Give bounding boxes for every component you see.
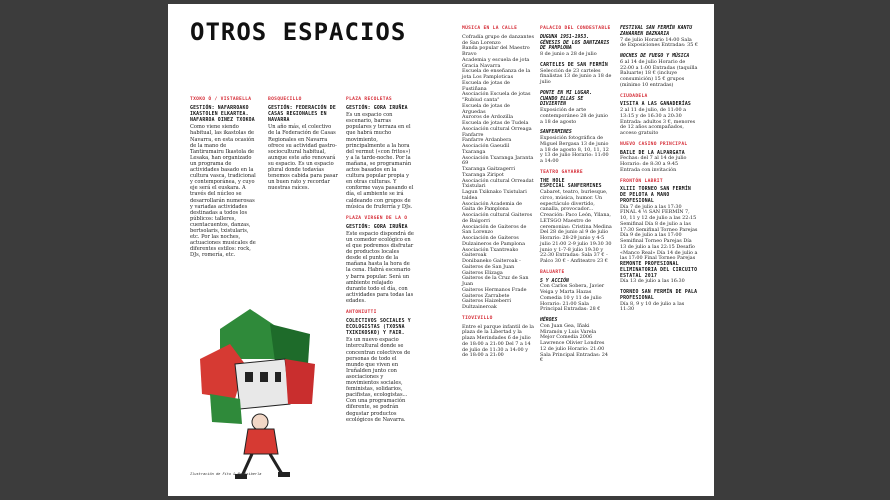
list-item: Cofradía grupo de danzantes de San Lorenzo xyxy=(462,33,534,46)
list-item: Txaranga Gaitzagerri xyxy=(462,166,516,172)
list-item: Gaiteros Elizaga xyxy=(462,269,503,276)
event-text: Fechas: del 7 al 14 de julio Horario: de 8:30 a 9:45 Entrada con invitación xyxy=(620,155,687,173)
section-text: Es un espacio con escenario, barras populares y terraza en el que habrá mucho movimiento, principalmente a la hora del vermut («con fritos») y a la tarde-noche. Por la mañana, se programarán actos basados en la cultura popular propia y en otras culturas. Y conforme vaya pasando el día, el ambiente se irá caldeando con grupos de música de fruferría y DJs. xyxy=(346,112,414,210)
event-text: Exposición de arte contemporáneo 28 de junio a 18 de agosto xyxy=(540,107,608,125)
section-heading: COLECTIVOS SOCIALES Y ECOLOGISTAS (TXOSNA TXIKIKOSKO) Y FAIR. xyxy=(346,319,411,337)
list-item: Asociación Txaranga Jaranta 69 xyxy=(462,154,534,167)
event-text: 7 de julio Horario 14:00 Sala de Exposiciones Entradas: 35 € xyxy=(620,36,698,49)
section-label: BALUARTE xyxy=(540,269,565,275)
section-label: TXOKO Ó / VISTABELLA xyxy=(190,97,252,102)
event-text: 8 de junio a 28 de julio xyxy=(540,51,597,57)
section-label: ANTONIUTTI xyxy=(346,310,377,315)
list-item: Academia y escuela de jota Gracia Navarra xyxy=(462,56,530,69)
list-item: Banda popular del Maestro Bravo xyxy=(462,45,530,57)
column-condestable xyxy=(540,26,612,364)
event-title: CARTELES DE SAN FERMÍN xyxy=(540,62,608,68)
magazine-page xyxy=(168,4,714,496)
column-plazas xyxy=(346,97,414,429)
illustration-credit: Ilustración de Fito & Montxiberla xyxy=(190,472,262,476)
section-label: CIUDADELA xyxy=(620,93,648,99)
list-item: Asociación Escuela de jotas "Rubiud canta" xyxy=(462,91,531,103)
event-text: Con Carlos Sobera, Javier Veiga y Marta Hazas Comedia 10 y 11 de julio Horario: 21:00 Sala Principal Entradas: 28 € xyxy=(540,283,605,313)
event-title: TORNEO SAN FERMÍN DE PALA PROFESIONAL xyxy=(620,290,698,301)
section-label: TIOVIVILLO xyxy=(462,315,493,321)
event-title: BAILE DE LA ALPARGATA xyxy=(620,150,685,156)
list-item: Fanfarre Ardanbera xyxy=(462,137,512,144)
section-label: BOSQUECILLO xyxy=(268,97,302,102)
event-title: REMONTE PROFESIONAL ELIMINATORIA DEL CIRCUITO ESTATAL 2017 xyxy=(620,262,698,279)
event-text: Día 13 de julio a las 16:30 xyxy=(620,278,685,285)
list-item: Gaiteros Hermanos Frade xyxy=(462,286,527,293)
illustration-figure-carrying-houses xyxy=(190,304,330,484)
section-label: MÚSICA EN LA CALLE xyxy=(462,26,518,31)
event-text: 2 al 11 de julio, de 11:00 a 13:15 y de 16:30 a 20:30 Entrada: adultos 3 €, menores de 12 años acompañados, acceso gratuito xyxy=(620,107,696,136)
event-text: Exposición fotográfica de Miguel Bergasa 13 de junio a 18 de agosto 8, 10, 11, 12 y 13 de julio Horario: 11:00 a 14:00 xyxy=(540,135,609,164)
section-label: FRONTÓN LABRIT xyxy=(620,178,663,184)
list-item: Asociación cultural Orreadat Txistulari xyxy=(462,177,534,190)
list-item: Donibaneko Gaiteroak - Gaiteros de San Juan xyxy=(462,258,521,270)
event-title: PONTE EN MI LUGAR. CUANDO ELLAS SE DIVIERTEN xyxy=(540,90,592,108)
event-title: VISITA A LAS GANADERÍAS xyxy=(620,102,692,108)
section-heading: GESTIÓN: FEDERACIÓN DE CASAS REGIONALES EN NAVARRA xyxy=(268,106,336,124)
event-title: NOCHES DE FUEGO Y MÚSICA xyxy=(620,54,690,59)
list-item: Asociación de Gaiteros de San Lorenzo xyxy=(462,223,527,236)
section-text: Es un nuevo espacio intercultural donde se concentran colectivos de personas de todo el mundo que viven en Iruñalden junto con asociaciones y movimientos sociales, feministas, solidarios, pacifistas, ecologistas... Con una programación diferente, se podrán degustar productos ecológicos de Navarra. xyxy=(346,337,411,423)
event-title: 5 Y ACCIÓN xyxy=(540,278,569,284)
event-text: Día 8, 9 y 10 de julio a las 11:30 xyxy=(620,300,685,313)
section-text: Un año más, el colectivo de la Federación de Casas Regionales en Navarra ofrece su actividad gastro-sociocultural habitual, aunque este año renovará su espacio. Es un espacio plural donde todavías tenemos cabida para pasar un buen rato y recordar nuestras raíces. xyxy=(268,124,338,192)
event-title: FESTIVAL SAN FERMÍN KANTU ZAHARREN BAZKARIA xyxy=(620,26,693,37)
section-text: Entre el parque infantil de la plaza de la Libertad y la plaza Merindades 6 de julio de 18:00 a 21:00 Del 7 a 14 de julio de 11:30 a 14:00 y de 18:00 a 21:00 xyxy=(462,323,534,359)
column-baluarte xyxy=(620,26,698,313)
event-title: HÉROES xyxy=(540,318,558,323)
event-text: Con Juan Gea, Iñaki Miramón y Luis Varela Mejor Comedia 2006 Lawrence Olivier Londres 12 de julio Horario: 21:00 Sala Principal Entradas: 24 € xyxy=(540,322,609,364)
section-text: Como viene siendo habitual, las ikastolas de Navarra, en esta ocasión de la mano de Tantirumairu Ikastola de Lesaka, han organizado un programa de actividades basado en la cultura vasca, tradicional y contemporánea, y cuyo eje será el euskara. A través del núcleo se desarrollarán numerosas y variadas actividades destinadas a todos los públicos: talleres, cuentacuentos, danzas, bertsolaris, txistularis, etc. Por las noches, actuaciones musicales de diferentes estilos: rock, DJs, romería, etc. xyxy=(190,124,256,259)
section-label: PLAZA RECOLETAS xyxy=(346,97,392,102)
column-bosquecillo xyxy=(268,97,338,191)
event-title: XLIII TORNEO SAN FERMÍN DE PELOTA A MANO PROFESIONAL xyxy=(620,187,692,204)
list-item: Gaiteros Haizeberri xyxy=(462,298,512,305)
section-text: Este espacio dispondrá de un comedor ecológico en el que podremos disfrutar de productos locales desde el punto de la mañana hasta la hora de la cena. Habrá escenario y barra popular. Será un ambiente relajado durante todo el día, con actividades para todas las edades. xyxy=(346,230,414,304)
event-text: Selección de 23 carteles finalistas 13 de junio a 18 de julio xyxy=(540,67,612,85)
event-text: 6 al 14 de julio Horario de 22:00 a 1:00 Entradas (taquilla Baluarte) 18 € (incluye consumición) 15 € grupos (mínimo 10 entradas) xyxy=(620,58,698,88)
group-list xyxy=(462,35,534,311)
column-musica xyxy=(462,26,534,359)
section-label: PALACIO DEL CONDESTABLE xyxy=(540,26,611,31)
list-item: Asociación de Gaiteros Dulzaineros de Pamplona xyxy=(462,235,525,247)
list-item: Escuela de enseñanza de la jota Los Pamploticas xyxy=(462,68,531,80)
section-label: PLAZA VIRGEN DE LA O xyxy=(346,215,408,221)
page-title: OTROS ESPACIOS xyxy=(190,18,407,46)
list-item: Asociación cultural Orreaga Fanfarre xyxy=(462,125,532,138)
list-item: Gaiteros Zarrabete xyxy=(462,292,510,299)
section-label: NUEVO CASINO PRINCIPAL xyxy=(620,141,688,147)
list-item: Asociación cultural Gaiteros de Baigorri xyxy=(462,212,533,224)
illustration-shapes xyxy=(200,309,315,479)
list-item: Dultzaineroak xyxy=(462,304,497,310)
list-item: Escuela de jotas de Fustiñana xyxy=(462,79,510,92)
column-txoko xyxy=(190,97,258,258)
section-heading: GESTIÓN: GORA IRUÑEA xyxy=(346,224,408,230)
list-item: Escuela de jotas de Tudela xyxy=(462,120,529,126)
list-item: Auroros de Ardozilla xyxy=(462,114,514,121)
list-item: Escuela de jotas de Arguedas xyxy=(462,102,510,115)
list-item: Gaiteros de la Cruz de San Juan xyxy=(462,275,529,287)
list-item: Asociación Gaeudil Txaranga xyxy=(462,143,510,155)
event-text: Cabaret, teatro, burlesque, circo, música, humor. Un espectáculo divertido, canalla, provocador... Creación: Paco León, Yllana, LETSGO Maestro de ceremonias: Cristina Medina Del 28 de junio al 9 de julio Horario: 28-29 junio y 4-5 julio 21:00 2-9 julio 19:30 30 junio y 1-7-8 julio 19:30 y 22:30 Entradas: Sala 37 € - Palco 30 € - Anfiteatro 23 € xyxy=(540,189,612,264)
event-title: THE HOLE xyxy=(540,178,565,184)
list-item: Txaranga Ziripot xyxy=(462,171,504,178)
section-heading: GESTIÓN: NAFARROAKO IKASTOLEN ELKARTEA. NAFARROA OINEZ TXOKOA xyxy=(190,106,255,124)
list-item: Lagun Txiknako Txistulari taldea xyxy=(462,189,527,201)
section-label: TEATRO GAYARRE xyxy=(540,169,583,175)
event-subtitle: ESPECIAL SANFERMINES xyxy=(540,184,602,190)
event-title: DUGUNA 1951-1953. GÉNESIS DE LOS DANTZARIS DE PAMPLONA xyxy=(540,34,610,52)
list-item: Asociación Txantreako Gaiteroak xyxy=(462,246,519,259)
section-heading: GESTIÓN: GORA IRUÑEA xyxy=(346,106,408,112)
event-title: SANFERMINES xyxy=(540,130,572,136)
event-text: Día 7 de julio a las 17:30 FINAL 4 ½ SAN FERMÍN 7, 10, 11 y 12 de julio a las 22:15 Semifinal Día 8 de julio a las 17:30 Semifinal Torneo Parejas Día 9 de julio a las 17:00 Semifinal Torneo Parejas Día 13 de julio a las 22:15 Desafío «Manco Real» Día 14 de julio a las 17:00 Final Torneo Parejas xyxy=(620,203,698,262)
list-item: Asociación Academia de Gaita de Pamplona xyxy=(462,200,523,213)
